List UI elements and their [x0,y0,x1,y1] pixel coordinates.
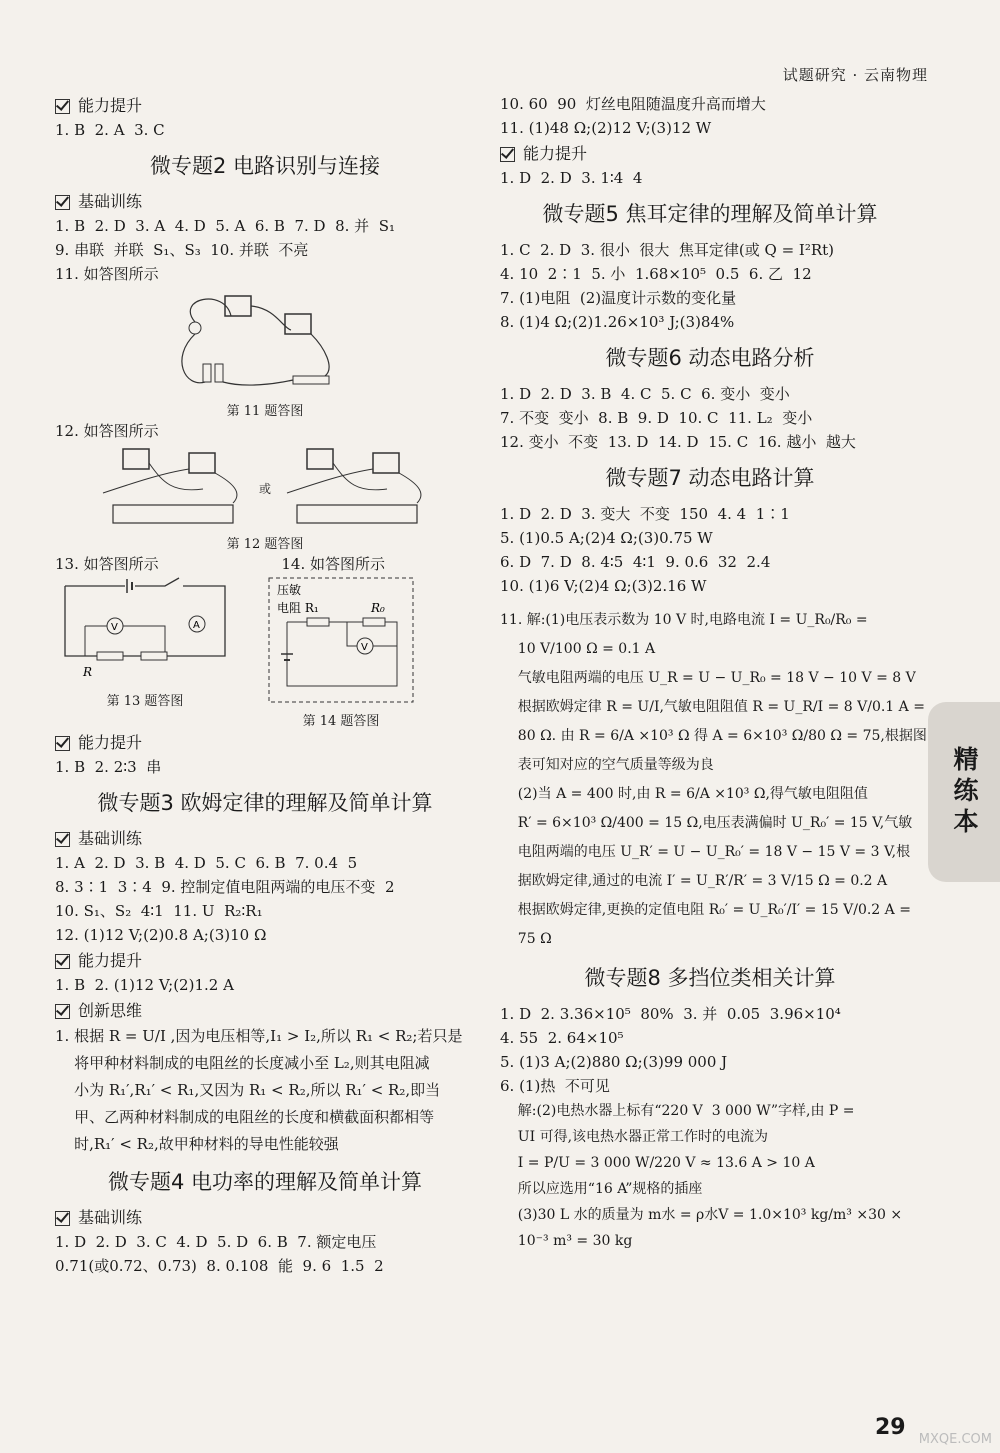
topic-title: 微专题4 电功率的理解及简单计算 [107,1170,423,1194]
checkbox-icon [55,832,70,847]
left-column [55,92,475,1278]
fig14-label-2: 电阻 R₁ [277,601,319,615]
section-label-text: 创新思维 [78,1001,143,1020]
svg-text:V: V [361,642,368,653]
answer-line: 1. A 2. D 3. B 4. D 5. C 6. B 7. 0.4 5 [55,854,358,872]
circuit-figure-12a [93,443,253,533]
circuit-figure-13 [55,576,235,686]
solution-line: 10 V/100 Ω = 0.1 A [500,641,656,657]
solution-line: 表可知对应的空气质量等级为良 [500,757,714,773]
answer-line: 13. 如答图所示 [55,555,159,573]
topic-title: 微专题5 焦耳定律的理解及简单计算 [542,202,878,226]
fig13-resistor-label: R [83,665,93,679]
figure-caption: 第 11 题答图 [226,404,304,419]
answer-line: 9. 串联 并联 S₁、S₃ 10. 并联 不亮 [55,241,309,259]
answer-line: 1. D 2. D 3. 1∶4 4 [500,169,643,187]
figure-caption: 第 13 题答图 [106,694,184,709]
figure-caption: 第 14 题答图 [302,714,380,729]
answer-line: 7. 不变 变小 8. B 9. D 10. C 11. L₂ 变小 [500,409,813,427]
solution-line: 80 Ω. 由 R = 6/A ×10³ Ω 得 A = 6×10³ Ω/80 Ω = 75,根据图 [500,728,927,744]
side-tab [928,702,1000,882]
answer-line: 11. (1)48 Ω;(2)12 V;(3)12 W [500,119,712,137]
solution-line: 75 Ω [500,931,552,947]
checkbox-icon [55,99,70,114]
answer-line-pair [55,552,475,576]
section-label [55,94,475,118]
answer-line: 1. D 2. D 3. 变大 不变 150 4. 4 1∶1 [500,505,790,523]
page-number: 29 [875,1415,906,1440]
solution-line: 气敏电阻两端的电压 U_R = U − U_R₀ = 18 V − 10 V = 8 V [500,670,916,686]
answer-line: 时,R₁′ < R₂,故甲种材料的导电性能较强 [55,1135,339,1153]
topic-title: 微专题7 动态电路计算 [605,466,815,490]
figure-14 [267,576,415,729]
solution-line: 根据欧姆定律 R = U/I,气敏电阻阻值 R = U_R/I = 8 V/0.1 A = [500,699,925,715]
answer-line: 5. (1)3 A;(2)880 Ω;(3)99 000 J [500,1053,728,1071]
section-label-text: 能力提升 [78,96,143,115]
figure-13 [55,576,235,709]
section-label [500,142,920,166]
checkbox-icon [55,1004,70,1019]
answer-line: 7. (1)电阻 (2)温度计示数的变化量 [500,289,737,307]
checkbox-icon [55,1211,70,1226]
answer-line: 8. 3∶1 3∶4 9. 控制定值电阻两端的电压不变 2 [55,878,395,896]
solution-11 [500,606,927,954]
section-label-text: 能力提升 [78,951,143,970]
answer-line: 10. S₁、S₂ 4∶1 11. U R₂∶R₁ [55,902,263,920]
solution-line: 解:(2)电热水器上标有“220 V 3 000 W”字样,由 P = [500,1103,855,1119]
solution-line: (3)30 L 水的质量为 m水 = ρ水V = 1.0×10³ kg/m³ ×30 × [500,1207,903,1223]
circuit-figure-12b [277,443,437,533]
solution-line: 根据欧姆定律,更换的定值电阻 R₀′ = U_R₀′/I′ = 15 V/0.2 A = [500,902,911,918]
checkbox-icon [500,147,515,162]
section-label-text: 基础训练 [78,829,143,848]
solution-line: 据欧姆定律,通过的电流 I′ = U_R′/R′ = 3 V/15 Ω = 0.2 A [500,873,888,889]
section-label [55,999,475,1023]
answer-line: 12. 变小 不变 13. D 14. D 15. C 16. 越小 越大 [500,433,856,451]
running-header: 试题研究 · 云南物理 [782,66,928,84]
topic-title: 微专题2 电路识别与连接 [149,154,381,178]
section-label [55,190,475,214]
answer-line: 6. D 7. D 8. 4∶5 4∶1 9. 0.6 32 2.4 [500,553,771,571]
answer-line: 1. D 2. D 3. B 4. C 5. C 6. 变小 变小 [500,385,790,403]
solution-line: (2)当 A = 400 时,由 R = 6/A ×10³ Ω,得气敏电阻阻值 [500,786,868,802]
solution-line: 11. 解:(1)电压表示数为 10 V 时,电路电流 I = U_R₀/R₀ = [500,612,868,628]
section-label-text: 基础训练 [78,192,143,211]
answer-line: 11. 如答图所示 [55,265,159,283]
checkbox-icon [55,195,70,210]
circuit-figure-11 [165,288,365,398]
svg-text:A: A [193,620,200,631]
solution-line: 电阻两端的电压 U_R′ = U − U_R₀′ = 18 V − 15 V = 3 V,根 [500,844,911,860]
answer-line: 1. 根据 R = U/I ,因为电压相等,I₁ > I₂,所以 R₁ < R₂;若只是 [55,1027,463,1045]
figure-caption: 第 12 题答图 [226,537,304,552]
answer-line: 1. D 2. D 3. C 4. D 5. D 6. B 7. 额定电压 [55,1233,377,1251]
answer-line: 1. C 2. D 3. 很小 很大 焦耳定律(或 Q = I²Rt) [500,241,835,259]
answer-line: 小为 R₁′,R₁′ < R₁,又因为 R₁ < R₂,所以 R₁′ < R₂,即当 [55,1081,441,1099]
side-tab-label: 精练本 [950,745,979,839]
solution-line: R′ = 6×10³ Ω/400 = 15 Ω,电压表满偏时 U_R₀′ = 15 V,气敏 [500,815,913,831]
topic-title: 微专题3 欧姆定律的理解及简单计算 [97,791,433,815]
right-column [500,92,927,1254]
figure-or-label: 或 [258,481,271,496]
answer-line: 10. (1)6 V;(2)4 Ω;(3)2.16 W [500,577,707,595]
section-label-text: 能力提升 [523,144,588,163]
section-label-text: 能力提升 [78,733,143,752]
answer-line: 14. 如答图所示 [281,555,385,573]
watermark: MXQE.COM [918,1432,992,1447]
circuit-figure-14 [267,576,415,706]
section-label [55,827,475,851]
answer-line: 将甲种材料制成的电阻丝的长度减小至 L₂,则其电阻减 [55,1054,430,1072]
checkbox-icon [55,954,70,969]
svg-text:V: V [111,622,118,633]
section-label [55,1206,475,1230]
topic-title: 微专题6 动态电路分析 [605,346,815,370]
answer-line: 1. B 2. (1)12 V;(2)1.2 A [55,976,234,994]
answer-line: 6. (1)热 不可见 [500,1077,610,1095]
answer-line: 8. (1)4 Ω;(2)1.26×10³ J;(3)84% [500,313,735,331]
topic-title: 微专题8 多挡位类相关计算 [584,966,836,990]
answer-line: 10. 60 90 灯丝电阻随温度升高而增大 [500,95,766,113]
solution-line: UI 可得,该电热水器正常工作时的电流为 [500,1129,769,1145]
answer-line: 1. B 2. A 3. C [55,121,165,139]
answer-line: 甲、乙两种材料制成的电阻丝的长度和横截面积都相等 [55,1108,435,1126]
solution-line: 10⁻³ m³ = 30 kg [500,1233,633,1249]
checkbox-icon [55,736,70,751]
answer-line: 12. (1)12 V;(2)0.8 A;(3)10 Ω [55,926,267,944]
solution-line: I = P/U = 3 000 W/220 V ≈ 13.6 A > 10 A [500,1155,815,1171]
answer-line: 4. 10 2∶1 5. 小 1.68×10⁵ 0.5 6. 乙 12 [500,265,812,283]
fig14-label-1: 压敏 [277,583,302,597]
figure-12-group [55,443,475,533]
section-label [55,731,475,755]
answer-line: 4. 55 2. 64×10⁵ [500,1029,624,1047]
section-label [55,949,475,973]
answer-line: 12. 如答图所示 [55,422,159,440]
answer-line: 1. D 2. 3.36×10⁵ 80% 3. 并 0.05 3.96×10⁴ [500,1005,841,1023]
solution-line: 所以应选用“16 A”规格的插座 [500,1181,703,1197]
answer-line: 1. B 2. D 3. A 4. D 5. A 6. B 7. D 8. 并 S₁ [55,217,396,235]
fig14-label-r0: R₀ [371,601,385,615]
answer-line: 5. (1)0.5 A;(2)4 Ω;(3)0.75 W [500,529,713,547]
answer-line: 1. B 2. 2∶3 串 [55,758,162,776]
figure-13-14-group [55,576,475,729]
section-label-text: 基础训练 [78,1208,143,1227]
answer-line: 0.71(或0.72、0.73) 8. 0.108 能 9. 6 1.5 2 [55,1257,384,1275]
